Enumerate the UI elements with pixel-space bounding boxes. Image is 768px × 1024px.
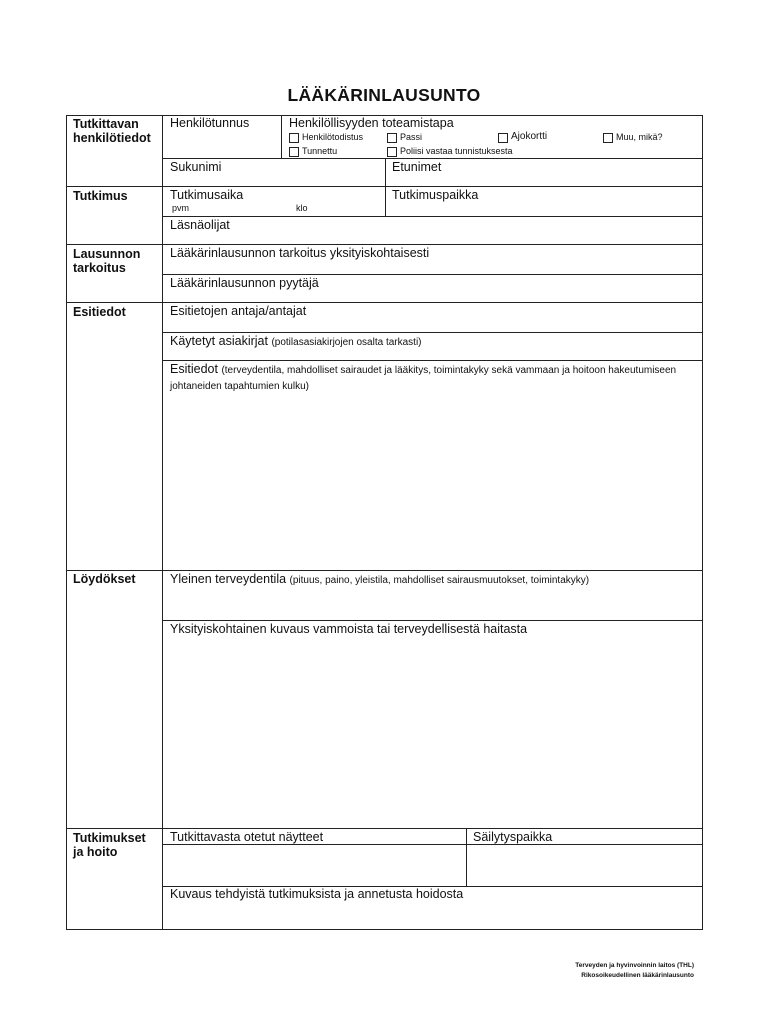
footer-form-name: Rikosoikeudellinen lääkärinlausunto bbox=[581, 972, 694, 979]
exam-clock-field[interactable]: klo bbox=[296, 203, 308, 213]
footer-publisher: Terveyden ja hyvinvoinnin laitos (THL) bbox=[575, 962, 694, 969]
id-option-label: Poliisi vastaa tunnistuksesta bbox=[400, 146, 513, 156]
id-option-label: Henkilötodistus bbox=[302, 132, 364, 142]
documents-label: Käytetyt asiakirjat bbox=[170, 334, 268, 348]
exam-date-field[interactable]: pvm bbox=[172, 203, 190, 213]
detailed-description-field[interactable]: Yksityiskohtainen kuvaus vammoista tai terveydellisestä haitasta bbox=[170, 622, 528, 636]
id-option-label: Ajokortti bbox=[511, 131, 548, 142]
id-option-label: Muu, mikä? bbox=[616, 132, 663, 142]
samples-field[interactable]: Tutkittavasta otetut näytteet bbox=[170, 830, 324, 844]
general-health-label: Yleinen terveydentila bbox=[170, 572, 287, 586]
id-option-checkbox[interactable] bbox=[289, 133, 299, 143]
section-purpose: Lausunnon tarkoitus bbox=[73, 247, 141, 275]
exam-time-label: Tutkimusaika bbox=[170, 188, 244, 202]
id-option-label: Passi bbox=[400, 132, 423, 142]
documents-field[interactable] bbox=[170, 334, 422, 350]
page-title: LÄÄKÄRINLAUSUNTO bbox=[287, 85, 481, 105]
purpose-detail-field[interactable]: Lääkärinlausunnon tarkoitus yksityiskohtaisesti bbox=[170, 246, 430, 260]
ssn-field[interactable]: Henkilötunnus bbox=[170, 116, 250, 130]
treatment-field[interactable]: Kuvaus tehdyistä tutkimuksista ja annetusta hoidosta bbox=[170, 887, 464, 901]
informants-field[interactable]: Esitietojen antaja/antajat bbox=[170, 304, 307, 318]
general-health-note: (pituus, paino, yleistila, mahdolliset sairausmuutokset, toimintakyky) bbox=[289, 575, 590, 586]
background-note: (terveydentila, mahdolliset sairaudet ja lääkitys, toimintakyky sekä vammaan ja hoitoon hakeutumiseen johtaneiden tapahtumien kulku) bbox=[170, 365, 677, 392]
attendees-field[interactable]: Läsnäolijat bbox=[170, 218, 230, 232]
documents-note: (potilasasiakirjojen osalta tarkasti) bbox=[271, 337, 422, 348]
section-tests: Tutkimukset ja hoito bbox=[73, 831, 146, 859]
section-background: Esitiedot bbox=[73, 305, 126, 319]
id-option-checkbox[interactable] bbox=[603, 133, 613, 143]
requester-field[interactable]: Lääkärinlausunnon pyytäjä bbox=[170, 276, 319, 290]
surname-field[interactable]: Sukunimi bbox=[170, 160, 222, 174]
id-option-checkbox[interactable] bbox=[498, 133, 508, 143]
section-findings: Löydökset bbox=[73, 572, 136, 586]
storage-field[interactable]: Säilytyspaikka bbox=[473, 830, 553, 844]
background-label: Esitiedot bbox=[170, 362, 218, 376]
first-names-field[interactable]: Etunimet bbox=[392, 160, 442, 174]
identification-method-label: Henkilöllisyyden toteamistapa bbox=[289, 116, 454, 130]
exam-place-field[interactable]: Tutkimuspaikka bbox=[392, 188, 479, 202]
id-option-checkbox[interactable] bbox=[387, 133, 397, 143]
id-option-label: Tunnettu bbox=[302, 146, 338, 156]
section-identity: Tutkittavan henkilötiedot bbox=[73, 117, 151, 145]
id-option-checkbox[interactable] bbox=[387, 147, 397, 157]
id-option-checkbox[interactable] bbox=[289, 147, 299, 157]
section-examination: Tutkimus bbox=[73, 189, 128, 203]
background-field[interactable] bbox=[170, 362, 698, 394]
general-health-field[interactable] bbox=[170, 572, 589, 588]
